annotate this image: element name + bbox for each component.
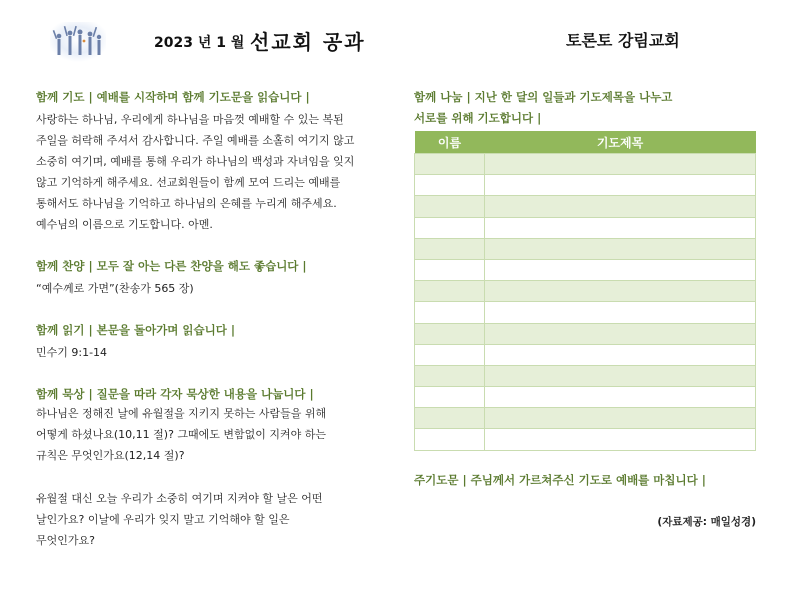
meditation-question-line: 하나님은 정해진 날에 유월절을 지키지 못하는 사람들을 위해 — [36, 407, 327, 420]
meditation-question-line: 유월절 대신 오늘 우리가 소중히 여기며 지켜야 할 날은 어떤 — [36, 492, 323, 505]
name-cell[interactable] — [415, 387, 485, 408]
prayer-heading: 함께 기도 | 예배를 시작하며 함께 기도문을 읽습니다 | — [36, 90, 310, 104]
sharing-heading-line1: 함께 나눔 | 지난 한 달의 일들과 기도제목을 나누고 — [414, 90, 673, 104]
reading-heading: 함께 읽기 | 본문을 돌아가며 읽습니다 | — [36, 323, 236, 337]
prayer-table-body — [415, 154, 756, 451]
source-credit: (자료제공: 매일성경) — [657, 516, 756, 528]
hymn-heading: 함께 찬양 | 모두 잘 아는 다른 찬양을 해도 좋습니다 | — [36, 259, 307, 273]
topic-cell[interactable] — [485, 196, 756, 217]
table-row — [415, 365, 756, 386]
table-row — [415, 196, 756, 217]
name-cell[interactable] — [415, 344, 485, 365]
table-row — [415, 344, 756, 365]
prayer-request-table — [414, 131, 756, 451]
name-cell[interactable] — [415, 238, 485, 259]
table-row — [415, 238, 756, 259]
topic-cell[interactable] — [485, 429, 756, 450]
name-cell[interactable] — [415, 281, 485, 302]
prayer-line: 소중히 여기며, 예배를 통해 우리가 하나님의 백성과 자녀임을 잊지 — [36, 155, 355, 168]
table-row — [415, 217, 756, 238]
name-cell[interactable] — [415, 196, 485, 217]
hymn-text: “예수께로 가면”(찬송가 565 장) — [36, 282, 194, 295]
name-cell[interactable] — [415, 217, 485, 238]
topic-cell[interactable] — [485, 217, 756, 238]
meditation-question-line: 무엇인가요? — [36, 534, 95, 547]
year-month: 2023 년 1 월 — [154, 35, 245, 51]
meditation-question-line: 규칙은 무엇인가요(12,14 절)? — [36, 449, 185, 462]
prayer-line: 주일을 허락해 주셔서 감사합니다. 주일 예배를 소홀히 여기지 않고 — [36, 134, 355, 147]
name-cell[interactable] — [415, 429, 485, 450]
topic-cell[interactable] — [485, 323, 756, 344]
reading-text: 민수기 9:1-14 — [36, 346, 108, 359]
name-cell[interactable] — [415, 323, 485, 344]
name-cell[interactable] — [415, 302, 485, 323]
meditation-heading: 함께 묵상 | 질문을 따라 각자 묵상한 내용을 나눕니다 | — [36, 387, 314, 401]
prayer-line: 통해서도 하나님을 기억하고 하나님의 은혜를 누리게 해주세요. — [36, 197, 337, 210]
prayer-line: 않고 기억하게 해주세요. 선교회원들이 함께 모여 드리는 예배를 — [36, 176, 341, 189]
closing-prayer: 주기도문 | 주님께서 가르쳐주신 기도로 예배를 마칩니다 | — [414, 473, 706, 487]
table-row — [415, 154, 756, 175]
right-column — [414, 88, 756, 451]
topic-cell[interactable] — [485, 259, 756, 280]
table-row — [415, 408, 756, 429]
left-column — [36, 88, 376, 551]
table-row — [415, 175, 756, 196]
topic-cell[interactable] — [485, 387, 756, 408]
name-cell[interactable] — [415, 408, 485, 429]
topic-cell[interactable] — [485, 238, 756, 259]
table-row — [415, 429, 756, 450]
table-row — [415, 323, 756, 344]
topic-cell[interactable] — [485, 408, 756, 429]
table-row — [415, 387, 756, 408]
name-cell[interactable] — [415, 259, 485, 280]
name-cell[interactable] — [415, 154, 485, 175]
column-header-name: 이름 — [415, 131, 485, 154]
page-title: 선교회 공과 — [250, 30, 366, 54]
name-cell[interactable] — [415, 175, 485, 196]
church-name: 토론토 강림교회 — [566, 31, 680, 50]
topic-cell[interactable] — [485, 302, 756, 323]
prayer-line: 사랑하는 하나님, 우리에게 하나님을 마음껏 예배할 수 있는 복된 — [36, 113, 344, 126]
topic-cell[interactable] — [485, 175, 756, 196]
table-row — [415, 302, 756, 323]
topic-cell[interactable] — [485, 344, 756, 365]
prayer-line: 예수님의 이름으로 기도합니다. 아멘. — [36, 218, 213, 231]
sharing-heading-line2: 서로를 위해 기도합니다 | — [414, 111, 542, 125]
topic-cell[interactable] — [485, 365, 756, 386]
table-row — [415, 281, 756, 302]
page-header — [0, 26, 792, 56]
column-header-topic: 기도제목 — [485, 131, 756, 154]
topic-cell[interactable] — [485, 281, 756, 302]
topic-cell[interactable] — [485, 154, 756, 175]
name-cell[interactable] — [415, 365, 485, 386]
table-row — [415, 259, 756, 280]
meditation-question-line: 날인가요? 이날에 우리가 잊지 말고 기억해야 할 일은 — [36, 513, 290, 526]
meditation-question-line: 어떻게 하셨나요(10,11 절)? 그때에도 변함없이 지켜야 하는 — [36, 428, 327, 441]
